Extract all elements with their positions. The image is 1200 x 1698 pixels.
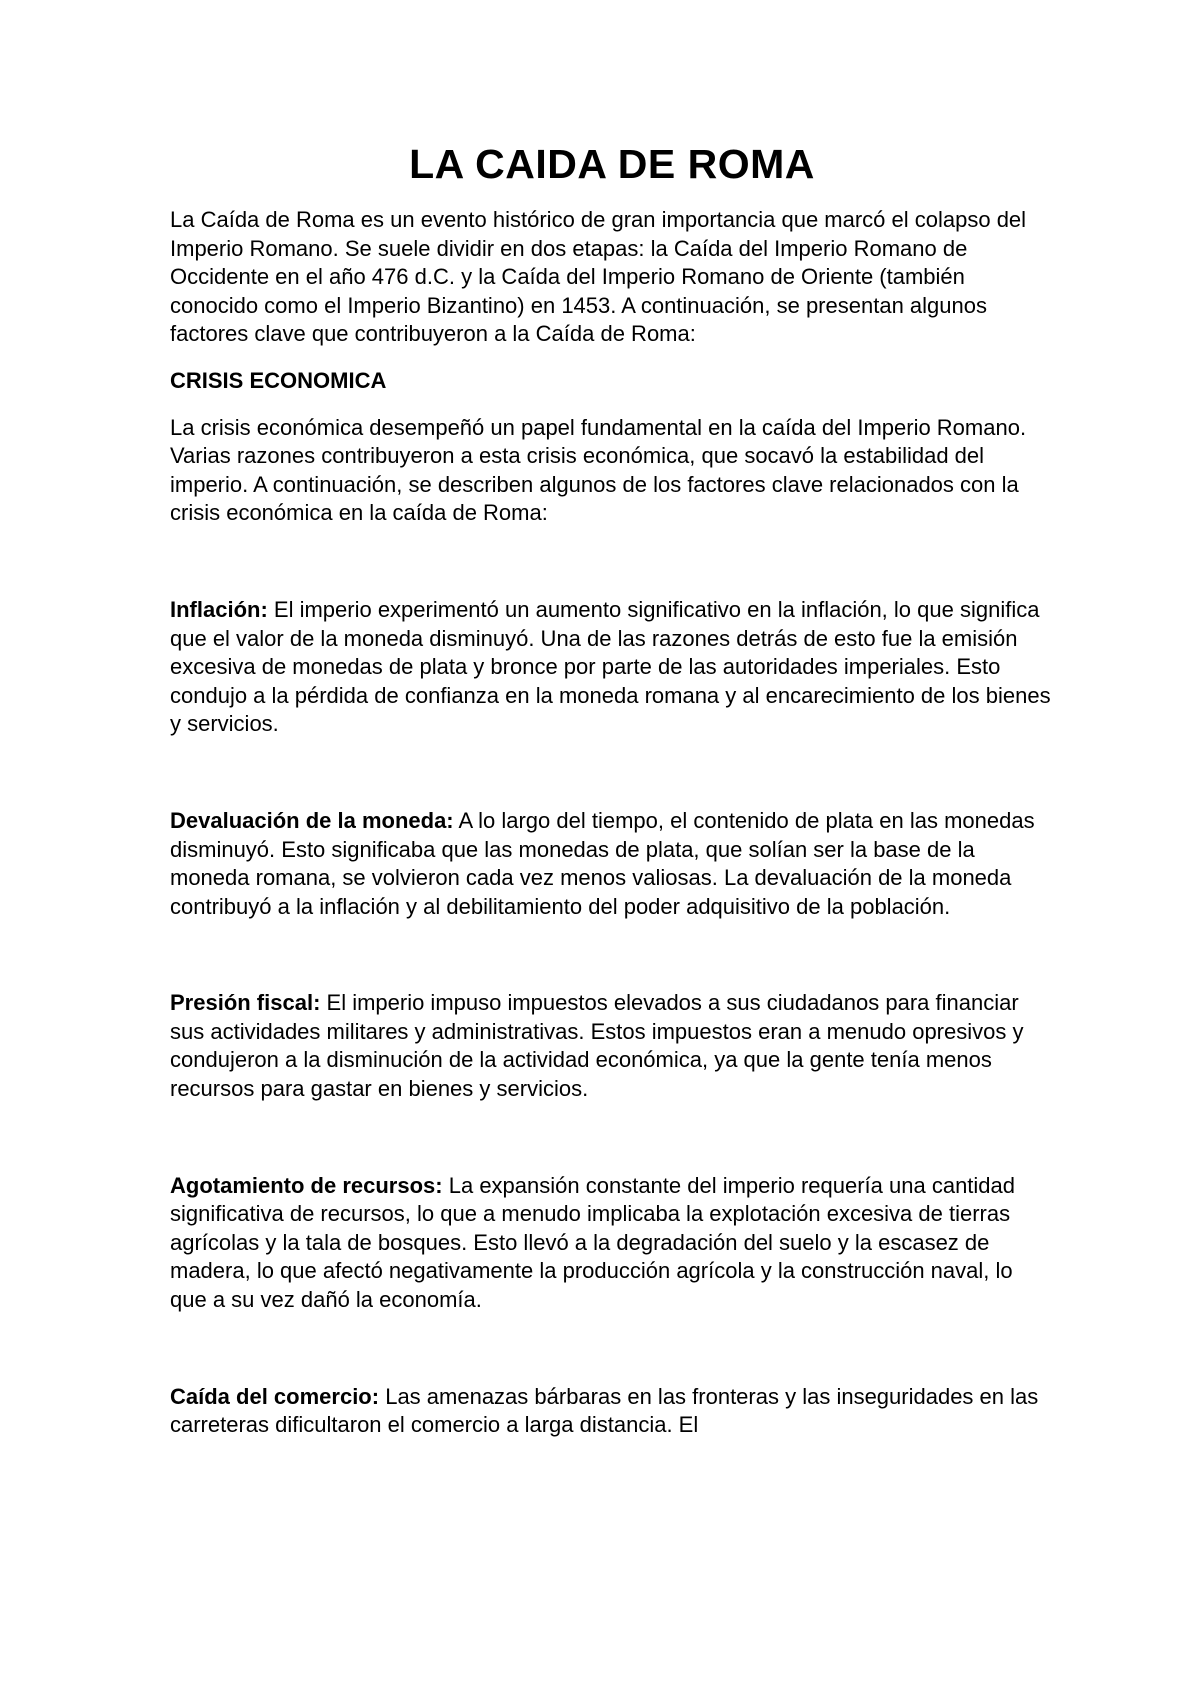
factor-label-caida-comercio: Caída del comercio: bbox=[170, 1383, 380, 1409]
factor-paragraph-caida-comercio bbox=[170, 1383, 1054, 1440]
factor-paragraph-inflacion bbox=[170, 596, 1054, 739]
factor-paragraph-agotamiento bbox=[170, 1172, 1054, 1315]
factor-paragraph-presion-fiscal bbox=[170, 989, 1054, 1103]
factor-label-devaluacion: Devaluación de la moneda: bbox=[170, 807, 454, 833]
section-heading: CRISIS ECONOMICA bbox=[170, 367, 387, 393]
factor-label-agotamiento: Agotamiento de recursos: bbox=[170, 1172, 443, 1198]
section-intro-paragraph: La crisis económica desempeñó un papel fundamental en la caída del Imperio Romano. Varias razones contribuyeron a esta crisis económica, que socavó la estabilidad del imperio. A continuación, se describen algunos de los factores clave relacionados con la crisis económica en la caída de Roma: bbox=[170, 414, 1027, 526]
intro-paragraph: La Caída de Roma es un evento histórico de gran importancia que marcó el colapso del Imperio Romano. Se suele dividir en dos etapas: la Caída del Imperio Romano de Occidente en el año 476 d.C. y la Caída del Imperio Romano de Oriente (también conocido como el Imperio Bizantino) en 1453. A continuación, se presentan algunos factores clave que contribuyeron a la Caída de Roma: bbox=[170, 207, 1027, 347]
factor-label-inflacion: Inflación: bbox=[170, 596, 268, 622]
factor-text-agotamiento: La expansión constante del imperio requería una cantidad significativa de recursos, lo que a menudo implicaba la explotación excesiva de tierras agrícolas y la tala de bosques. Esto llevó a la degradación del suelo y la escasez de madera, lo que afectó negativamente la producción agrícola y la construcción naval, lo que a su vez dañó la economía. bbox=[170, 1172, 1016, 1313]
factor-text-inflacion: El imperio experimentó un aumento significativo en la inflación, lo que significa que el valor de la moneda disminuyó. Una de las razones detrás de esto fue la emisión excesiva de monedas de plata y bronce por parte de las autoridades imperiales. Esto condujo a la pérdida de confianza en la moneda romana y al encarecimiento de los bienes y servicios. bbox=[170, 596, 1051, 737]
document-title: LA CAIDA DE ROMA bbox=[409, 141, 815, 187]
factor-text-caida-comercio: Las amenazas bárbaras en las fronteras y las inseguridades en las carreteras dificultaron el comercio a larga distancia. El bbox=[170, 1383, 1039, 1438]
factor-text-presion-fiscal: El imperio impuso impuestos elevados a sus ciudadanos para financiar sus actividades militares y administrativas. Estos impuestos eran a menudo opresivos y condujeron a la disminución de la actividad económica, ya que la gente tenía menos recursos para gastar en bienes y servicios. bbox=[170, 990, 1024, 1102]
section-crisis-economica bbox=[170, 367, 1054, 1440]
factor-text-devaluacion: A lo largo del tiempo, el contenido de plata en las monedas disminuyó. Esto significaba que las monedas de plata, que solían ser la base de la moneda romana, se volvieron cada vez menos valiosas. La devaluación de la moneda contribuyó a la inflación y al debilitamiento del poder adquisitivo de la población. bbox=[170, 807, 1035, 919]
factor-paragraph-devaluacion bbox=[170, 807, 1054, 921]
factor-label-presion-fiscal: Presión fiscal: bbox=[170, 990, 321, 1016]
